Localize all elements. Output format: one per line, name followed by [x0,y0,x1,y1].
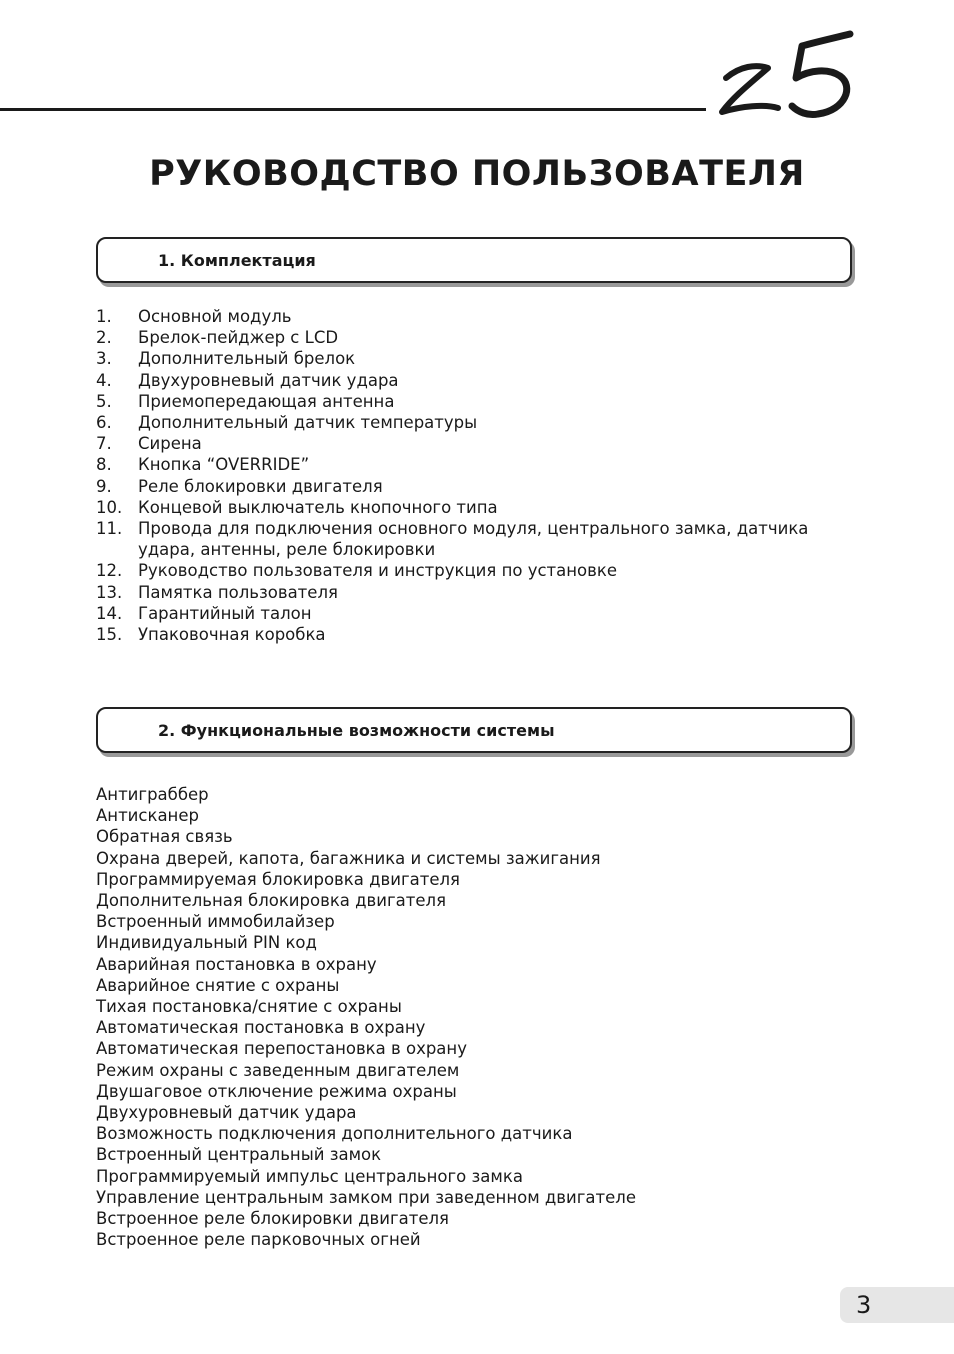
item-text: Приемопередающая антенна [138,391,395,411]
list-item [96,412,856,433]
list-item: Управление центральным замком при заведенном двигателе [96,1187,636,1207]
list-item: Возможность подключения дополнительного датчика [96,1124,573,1144]
section-title: 2. Функциональные возможности системы [158,721,555,740]
list-item: Аварийная постановка в охрану [96,954,377,974]
item-text: Упаковочная коробка [138,625,326,645]
item-text: Основной модуль [138,307,292,326]
section-title: 1. Комплектация [158,251,316,270]
item-number: 2. [96,328,112,348]
list-item: Дополнительная блокировка двигателя [96,891,447,911]
list-item [96,582,856,603]
item-number: 14. [96,603,123,623]
item-text: Дополнительный датчик температуры [138,413,478,433]
item-text: Руководство пользователя и инструкция по установке [138,561,617,581]
item-text: Концевой выключатель кнопочного типа [138,497,498,517]
item-number: 11. [96,519,123,539]
list-item: Автоматическая постановка в охрану [96,1018,426,1038]
item-number: 9. [96,476,112,496]
item-number: 6. [96,413,112,433]
list-item [96,454,856,475]
list-item [96,518,856,560]
list-item [96,560,856,581]
item-text: Двухуровневый датчик удара [138,370,399,390]
list-item [96,348,856,369]
item-number: 10. [96,497,123,517]
item-number: 4. [96,370,112,390]
list-item [96,327,856,348]
header-rule [0,108,706,111]
item-number: 12. [96,561,123,581]
page-number: 3 [856,1291,872,1319]
item-text: Гарантийный талон [138,603,312,623]
list-item [96,433,856,454]
list-item: Двухуровневый датчик удара [96,1103,357,1123]
list-item [96,497,856,518]
item-number: 7. [96,434,112,454]
page-number-tab [840,1287,954,1323]
list-item [96,391,856,412]
item-text: Сирена [138,434,202,454]
item-text: Дополнительный брелок [138,349,356,369]
list-item: Программируемый импульс центрального замка [96,1166,523,1186]
section-header-features [96,707,852,753]
item-number: 5. [96,391,112,411]
list-item: Автоматическая перепостановка в охрану [96,1039,467,1059]
list-item: Встроенный иммобилайзер [96,912,335,932]
list-item [96,476,856,497]
list-item: Встроенный центральный замок [96,1145,382,1165]
item-text: Кнопка “OVERRIDE” [138,455,310,475]
item-text: Брелок-пейджер с LCD [138,328,339,348]
list-item: Тихая постановка/снятие с охраны [96,997,402,1017]
item-number: 15. [96,625,123,645]
item-text: Памятка пользователя [138,582,338,602]
list-item: Антиграббер [96,785,209,804]
list-item: Охрана дверей, капота, багажника и системы зажигания [96,848,601,868]
list-item [96,370,856,391]
list-item [96,624,856,645]
item-text: Реле блокировки двигателя [138,476,383,496]
list-item [96,603,856,624]
z5-logo [712,26,862,126]
item-number: 13. [96,582,123,602]
list-item: Обратная связь [96,827,233,847]
list-item: Встроенное реле парковочных огней [96,1230,421,1250]
item-number: 8. [96,455,112,475]
item-number: 1. [96,307,112,326]
list-item: Двушаговое отключение режима охраны [96,1081,457,1101]
list-item: Режим охраны с заведенным двигателем [96,1060,460,1080]
item-number: 3. [96,349,112,369]
list-item: Аварийное снятие с охраны [96,975,340,995]
section-header-equipment [96,237,852,283]
list-item: Встроенное реле блокировки двигателя [96,1209,449,1229]
list-item: Программируемая блокировка двигателя [96,869,460,889]
features-list [96,784,856,1250]
list-item [96,306,856,327]
page-title: РУКОВОДСТВО ПОЛЬЗОВАТЕЛЯ [149,154,805,194]
item-text: Провода для подключения основного модуля, центрального замка, датчика удара, антенны, реле блокировки [138,519,809,560]
list-item: Индивидуальный PIN код [96,933,317,953]
equipment-list [96,306,856,645]
list-item: Антисканер [96,806,199,826]
